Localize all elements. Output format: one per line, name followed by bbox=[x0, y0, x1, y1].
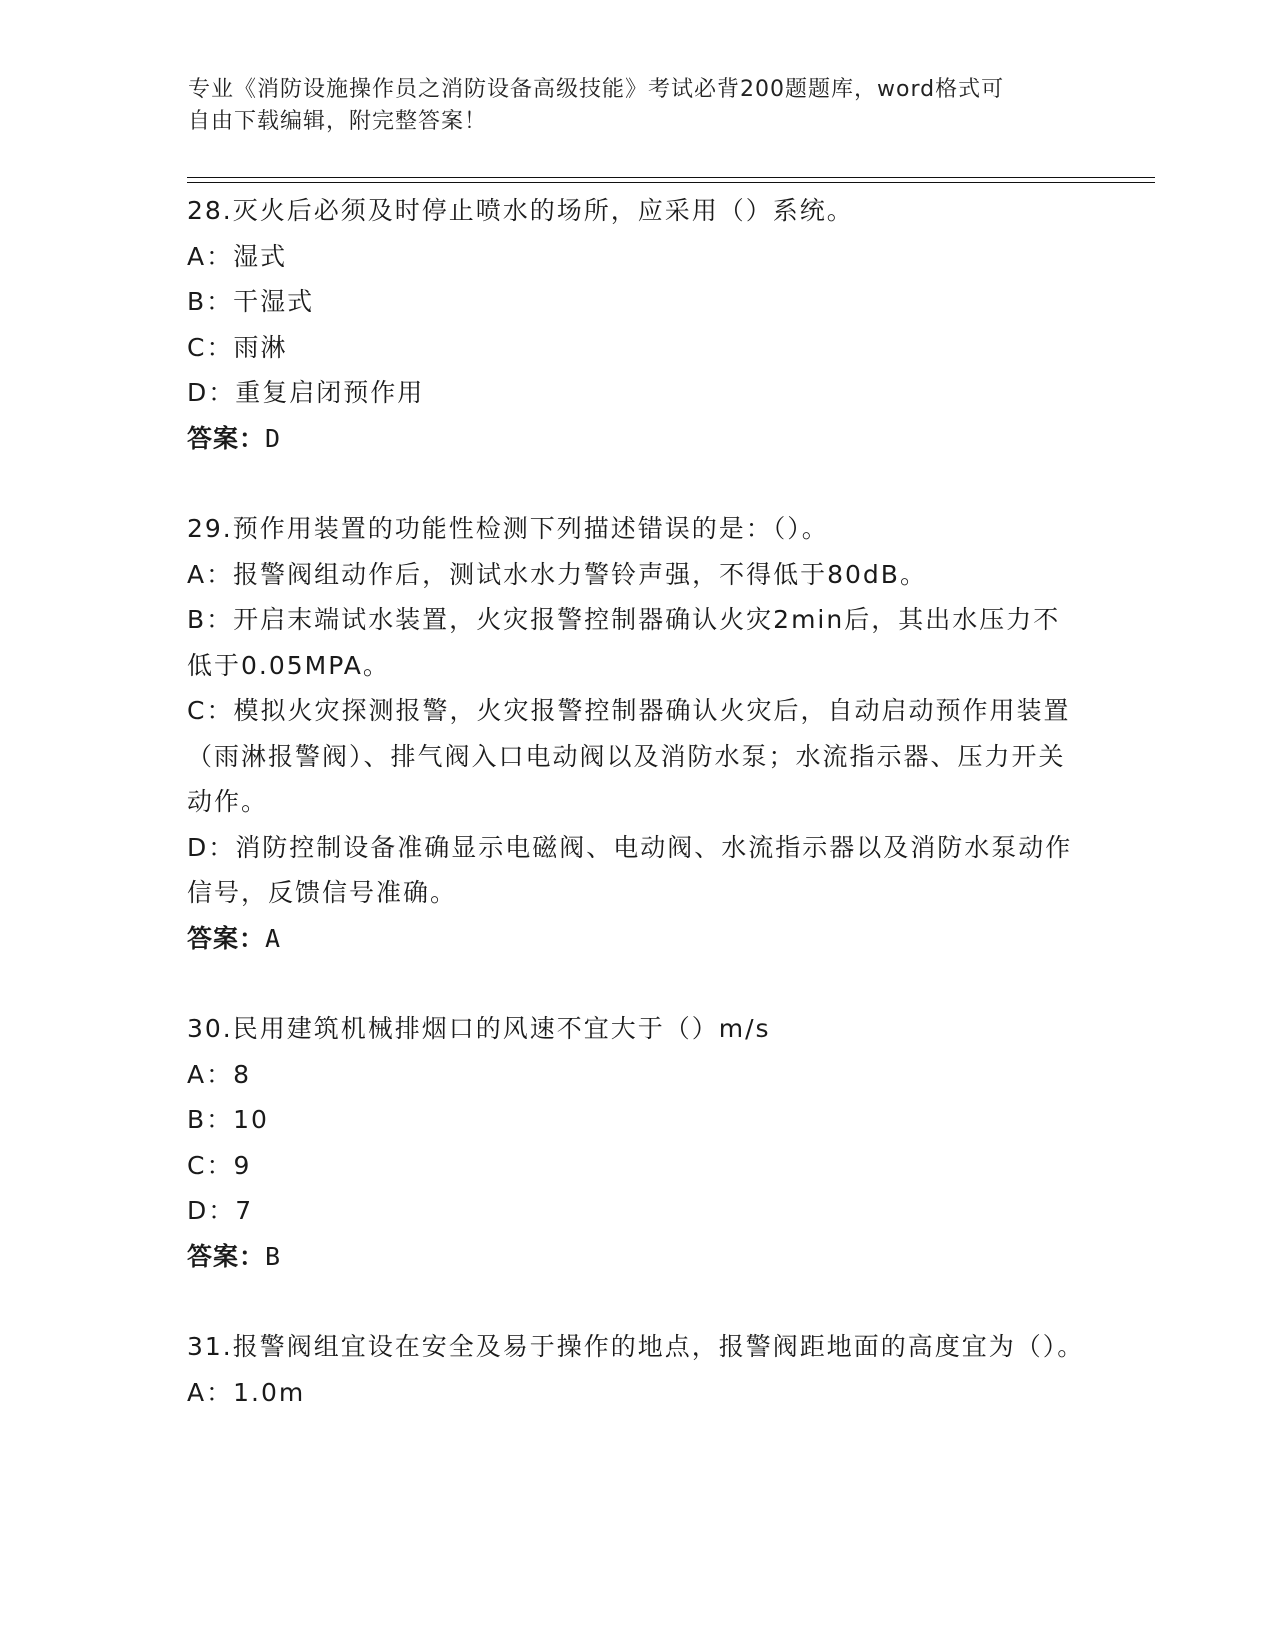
question-stem: 29.预作用装置的功能性检测下列描述错误的是：（）。 bbox=[187, 514, 829, 543]
option-key: C： bbox=[187, 1150, 234, 1180]
question-31 bbox=[187, 1324, 1087, 1415]
option-text: 雨淋 bbox=[233, 332, 288, 362]
option-a bbox=[187, 552, 1087, 598]
answer-line bbox=[187, 916, 1087, 962]
question-28 bbox=[187, 188, 1087, 461]
question-stem: 31.报警阀组宜设在安全及易于操作的地点，报警阀距地面的高度宜为（）。 bbox=[187, 1332, 1085, 1361]
answer-line bbox=[187, 416, 1087, 462]
option-d bbox=[187, 370, 1087, 416]
option-key: B： bbox=[187, 1105, 234, 1134]
option-b bbox=[187, 1097, 1087, 1143]
option-key: B： bbox=[187, 287, 234, 316]
option-d bbox=[187, 1188, 1087, 1234]
option-text: 开启末端试水装置，火灾报警控制器确认火灾2min后，其出水压力不低于0.05MPA。 bbox=[187, 605, 1061, 680]
option-text: 10 bbox=[233, 1105, 269, 1134]
option-b bbox=[187, 279, 1087, 325]
option-key: D： bbox=[187, 378, 236, 407]
option-c bbox=[187, 325, 1087, 371]
option-text: 湿式 bbox=[233, 241, 288, 271]
option-key: D： bbox=[187, 1196, 236, 1225]
answer-label: 答案： bbox=[187, 1241, 266, 1271]
answer-value: A bbox=[265, 923, 282, 953]
option-b bbox=[187, 597, 1087, 688]
document-header bbox=[188, 74, 1068, 138]
option-text: 报警阀组动作后，测试水水力警铃声强，不得低于80dB。 bbox=[233, 559, 927, 589]
option-a bbox=[187, 1052, 1087, 1098]
question-stem: 28.灭火后必须及时停止喷水的场所，应采用（）系统。 bbox=[187, 196, 854, 225]
option-text: 9 bbox=[233, 1150, 252, 1180]
option-text: 干湿式 bbox=[233, 287, 315, 316]
option-a bbox=[187, 1370, 1087, 1416]
question-list bbox=[187, 188, 1087, 1460]
question-30 bbox=[187, 1006, 1087, 1279]
answer-label: 答案： bbox=[187, 423, 266, 453]
option-text: 模拟火灾探测报警，火灾报警控制器确认火灾后，自动启动预作用装置（雨淋报警阀）、排气阀入口电动阀以及消防水泵；水流指示器、压力开关动作。 bbox=[187, 696, 1071, 816]
header-divider-bottom bbox=[187, 182, 1155, 183]
question-29 bbox=[187, 506, 1087, 961]
option-key: A： bbox=[187, 1377, 234, 1407]
option-key: B： bbox=[187, 605, 234, 634]
option-key: A： bbox=[187, 559, 234, 589]
option-text: 消防控制设备准确显示电磁阀、电动阀、水流指示器以及消防水泵动作信号，反馈信号准确。 bbox=[187, 832, 1073, 907]
option-text: 1.0m bbox=[233, 1377, 306, 1407]
header-divider-top bbox=[187, 177, 1155, 178]
option-key: D： bbox=[187, 832, 236, 862]
option-key: A： bbox=[187, 1059, 234, 1089]
option-text: 重复启闭预作用 bbox=[235, 378, 425, 407]
option-key: C： bbox=[187, 696, 234, 725]
option-a bbox=[187, 234, 1087, 280]
question-stem: 30.民用建筑机械排烟口的风速不宜大于（）m/s bbox=[187, 1014, 771, 1043]
answer-value: D bbox=[265, 423, 282, 453]
option-c bbox=[187, 688, 1087, 825]
option-c bbox=[187, 1143, 1087, 1189]
answer-line bbox=[187, 1234, 1087, 1280]
option-key: C： bbox=[187, 332, 234, 362]
option-key: A： bbox=[187, 241, 234, 271]
option-text: 8 bbox=[233, 1059, 252, 1089]
answer-label: 答案： bbox=[187, 923, 266, 953]
option-text: 7 bbox=[235, 1196, 254, 1225]
header-line-1: 专业《消防设施操作员之消防设备高级技能》考试必背200题题库，word格式可 bbox=[188, 77, 1005, 102]
option-d bbox=[187, 825, 1087, 916]
header-line-2: 自由下载编辑，附完整答案！ bbox=[188, 109, 488, 134]
answer-value: B bbox=[265, 1241, 282, 1271]
